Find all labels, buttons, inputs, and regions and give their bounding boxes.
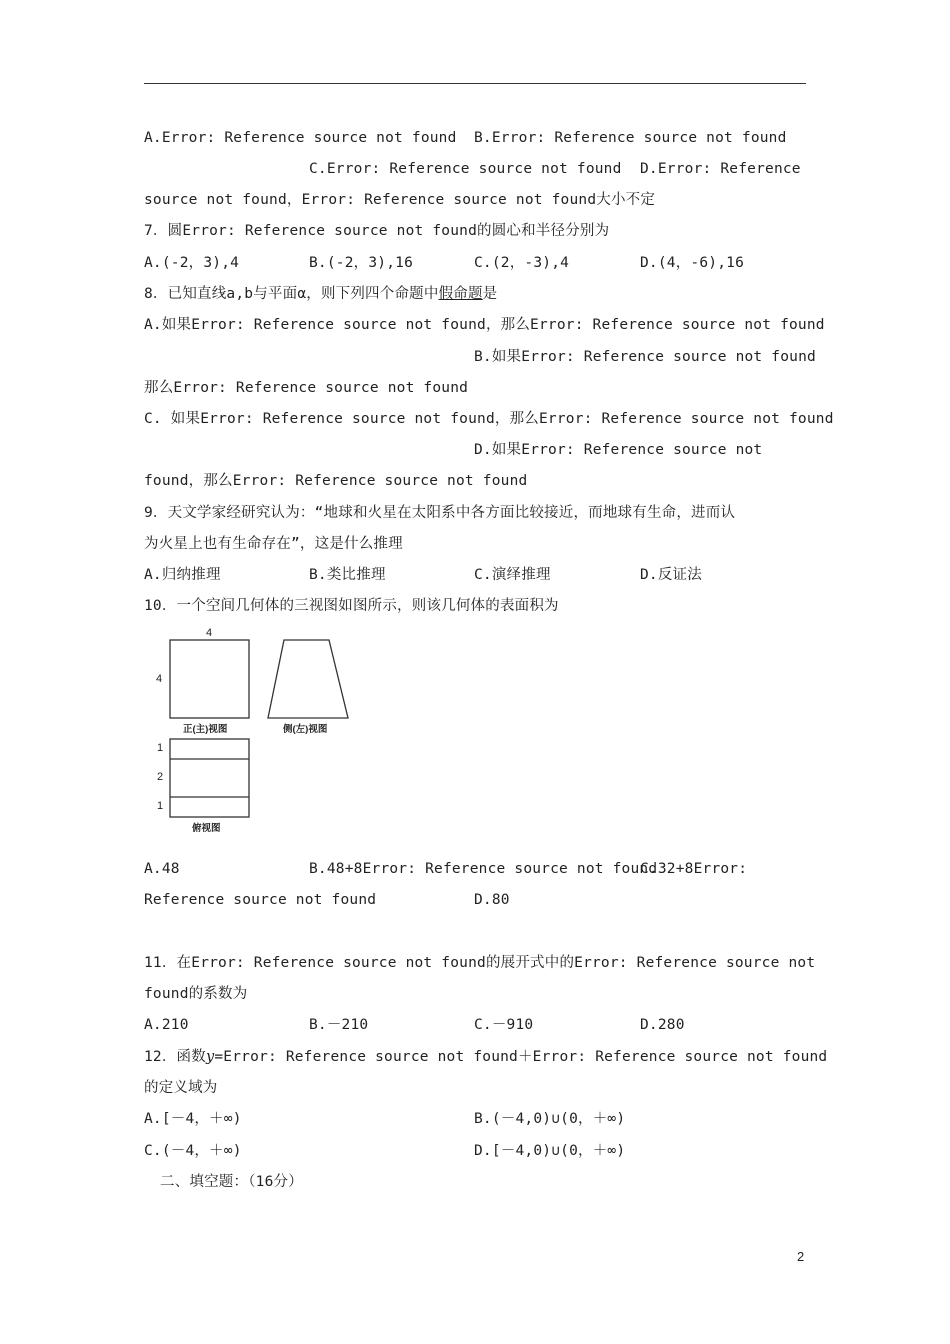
fig-left-height-label: 4: [156, 673, 163, 685]
q10-option-c-cont: Reference source not found: [144, 892, 377, 908]
q8-stem-text: 8．已知直线a,b与平面α，则下列四个命题中: [144, 286, 439, 302]
q11-stem: 11．在Error: Reference source not found的展开式中的Error: Reference source not: [144, 955, 816, 971]
q9-stem: 9．天文学家经研究认为：“地球和火星在太阳系中各方面比较接近，而地球有生命，进而认: [144, 505, 736, 521]
q10-option-d: D.80: [474, 892, 510, 908]
q6-option-d-cont: source not found，Error: Reference source not found大小不定: [144, 192, 656, 208]
q8-option-a: A.如果Error: Reference source not found，那么Error: Reference source not found: [144, 317, 825, 333]
q12-stem: [144, 1047, 827, 1067]
q6-option-b: B.Error: Reference source not found: [474, 130, 787, 146]
q8-option-c: C. 如果Error: Reference source not found，那么Error: Reference source not found: [144, 411, 834, 427]
top-view-caption: 俯视图: [192, 823, 221, 834]
top-view-row1-label: 1: [157, 742, 164, 754]
front-view-square: [170, 640, 249, 718]
q8-option-d-cont: found，那么Error: Reference source not found: [144, 473, 528, 489]
q10-option-a: A.48: [144, 861, 180, 877]
top-view-rect: [170, 739, 249, 817]
q12-stem-text: 12．函数: [144, 1049, 206, 1065]
top-view-row2-label: 2: [157, 771, 164, 783]
three-view-drawing: [160, 630, 360, 840]
q9-option-c: C.演绎推理: [474, 567, 551, 583]
q6-option-a: A.Error: Reference source not found: [144, 130, 457, 146]
q7-stem: 7．圆Error: Reference source not found的圆心和半径分别为: [144, 223, 610, 239]
header-rule: [144, 83, 806, 84]
q8-option-b-cont: 那么Error: Reference source not found: [144, 380, 469, 396]
section-2-heading: 二、填空题：（16分）: [160, 1174, 303, 1190]
front-view-caption: 正(主)视图: [183, 724, 228, 735]
q8-stem-emphasis: 假命题: [438, 286, 483, 302]
q11-option-d: D.280: [640, 1017, 685, 1033]
q9-option-a: A.归纳推理: [144, 567, 221, 583]
q12-option-a: A.[－4，＋∞): [144, 1111, 242, 1127]
q7-option-a: A.(-2，3),4: [144, 255, 240, 271]
fig-top-width-label: 4: [206, 627, 213, 639]
q9-option-d: D.反证法: [640, 567, 702, 583]
q10-option-c: C.32+8Error:: [640, 861, 748, 877]
q12-option-c: C.(－4，＋∞): [144, 1143, 242, 1159]
q7-option-c: C.(2，-3),4: [474, 255, 570, 271]
side-view-trapezoid: [268, 640, 348, 718]
q12-stem-rest: =Error: Reference source not found＋Error: Reference source not found: [214, 1049, 828, 1065]
q12-stem-cont: 的定义域为: [144, 1080, 218, 1096]
q8-option-d: D.如果Error: Reference source not: [474, 442, 763, 458]
q8-stem: [144, 284, 497, 304]
q9-stem-cont: 为火星上也有生命存在”，这是什么推理: [144, 536, 403, 552]
q10-stem: 10．一个空间几何体的三视图如图所示，则该几何体的表面积为: [144, 598, 559, 614]
q12-option-b: B.(－4,0)∪(0，＋∞): [474, 1111, 626, 1127]
page-number: 2: [797, 1249, 805, 1264]
q11-option-c: C.－910: [474, 1017, 534, 1033]
q8-option-b: B.如果Error: Reference source not found: [474, 349, 816, 365]
q6-option-c: C.Error: Reference source not found: [309, 161, 622, 177]
q11-option-a: A.210: [144, 1017, 189, 1033]
q12-option-d: D.[－4,0)∪(0，＋∞): [474, 1143, 626, 1159]
top-view-row3-label: 1: [157, 800, 164, 812]
q12-var-y: y: [205, 1049, 215, 1065]
q7-option-d: D.(4，-6),16: [640, 255, 744, 271]
q8-stem-end: 是: [482, 286, 498, 302]
q6-option-d: D.Error: Reference: [640, 161, 801, 177]
q11-option-b: B.－210: [309, 1017, 369, 1033]
side-view-caption: 侧(左)视图: [283, 724, 328, 735]
q11-stem-cont: found的系数为: [144, 986, 248, 1002]
q9-option-b: B.类比推理: [309, 567, 386, 583]
q7-option-b: B.(-2，3),16: [309, 255, 413, 271]
q10-option-b: B.48+8Error: Reference source not found: [309, 861, 658, 877]
